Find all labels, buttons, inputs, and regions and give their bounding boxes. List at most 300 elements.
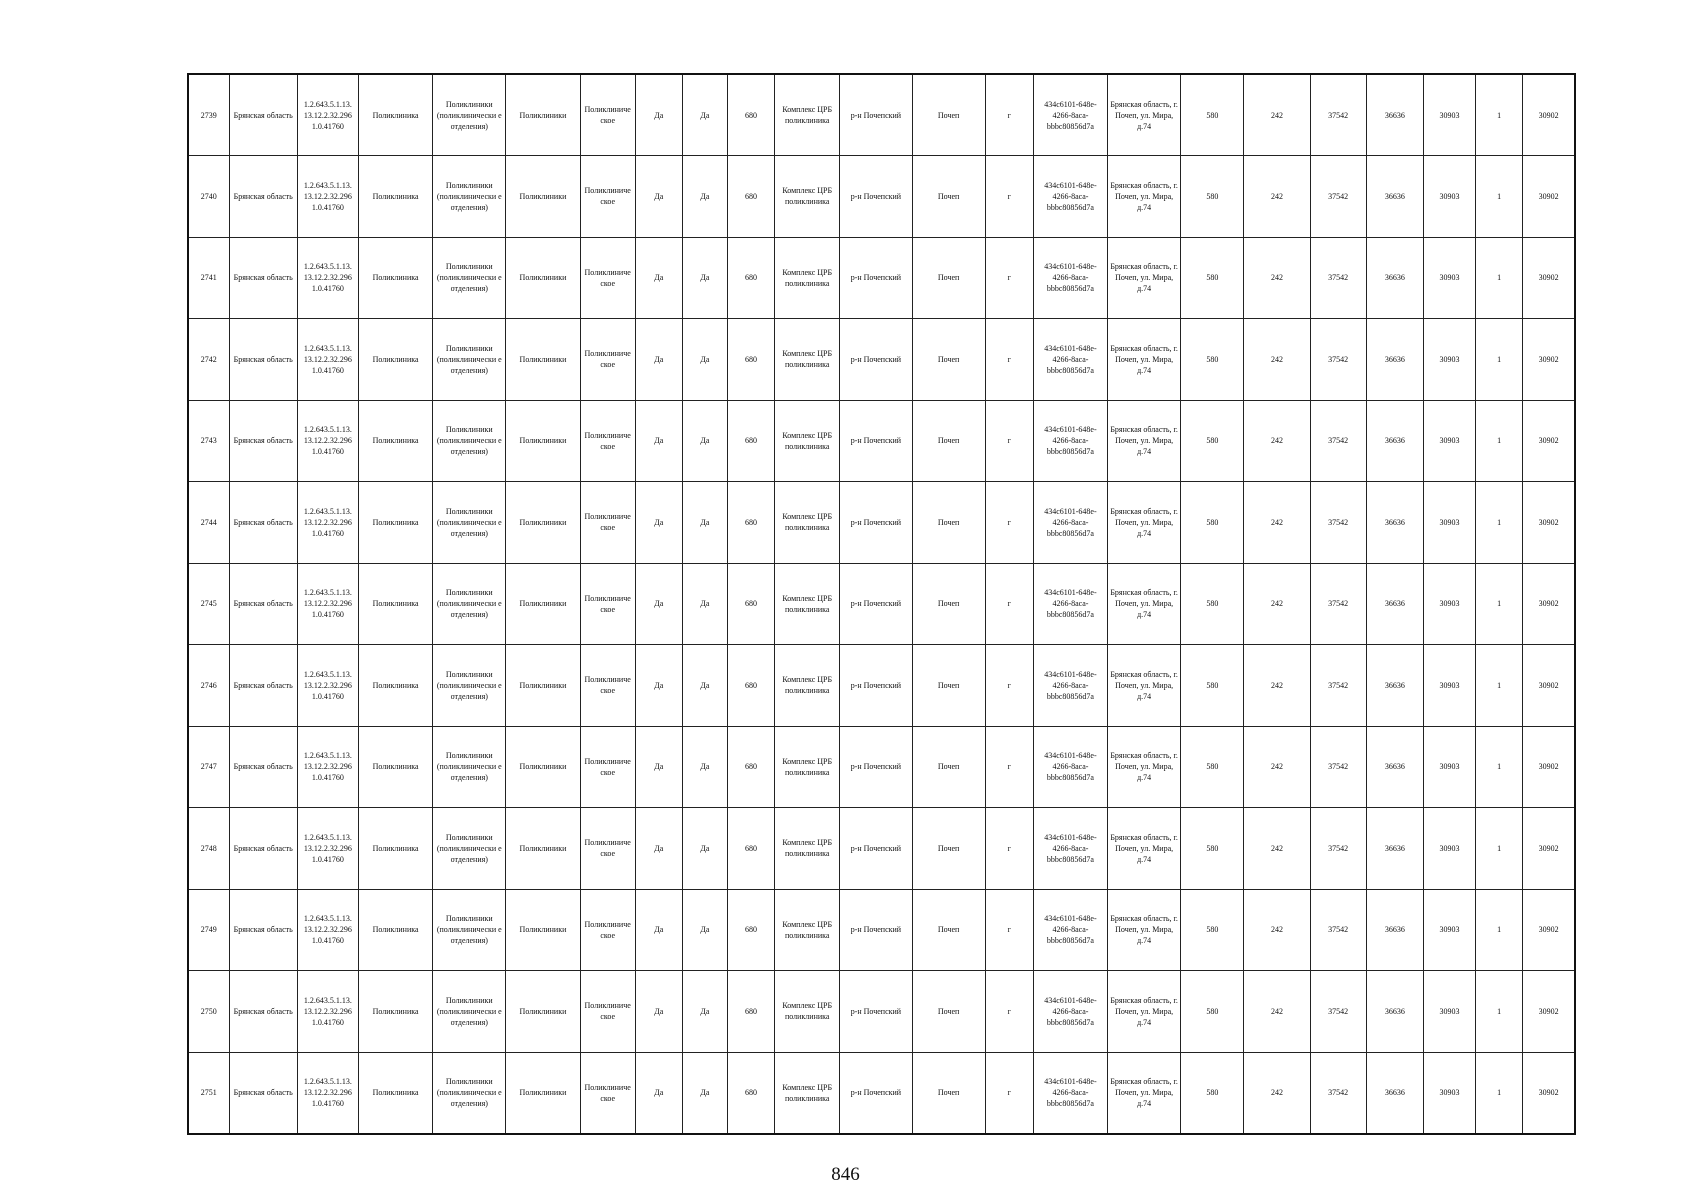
table-cell: Да <box>682 889 727 971</box>
table-cell: 434c6101-648e- 4266-8aca- bbbc80856d7a <box>1033 319 1107 401</box>
table-cell: Поликлиниче ское <box>580 400 635 482</box>
table-cell: 2749 <box>188 889 229 971</box>
table-cell: Поликлиниче ское <box>580 563 635 645</box>
table-cell: 1 <box>1476 726 1523 808</box>
table-cell: 242 <box>1244 1052 1310 1134</box>
table-cell: Поликлиниче ское <box>580 237 635 319</box>
table-cell: Поликлиниче ское <box>580 889 635 971</box>
table-cell: Да <box>635 889 682 971</box>
table-cell: 680 <box>727 563 774 645</box>
table-cell: 580 <box>1181 319 1244 401</box>
table-cell: Да <box>682 645 727 727</box>
table-cell: Поликлиники <box>506 889 580 971</box>
table-cell: Комплекс ЦРБ поликлиника <box>775 645 840 727</box>
table-cell: 30903 <box>1423 808 1475 890</box>
table-cell: 30902 <box>1523 563 1575 645</box>
table-cell: 30902 <box>1523 645 1575 727</box>
table-cell: г <box>985 563 1033 645</box>
table-cell: 1.2.643.5.1.13. 13.12.2.32.296 1.0.41760 <box>297 889 358 971</box>
table-cell: Комплекс ЦРБ поликлиника <box>775 889 840 971</box>
table-cell: 580 <box>1181 726 1244 808</box>
table-cell: 1.2.643.5.1.13. 13.12.2.32.296 1.0.41760 <box>297 808 358 890</box>
table-body <box>188 74 1575 1134</box>
table-cell: Да <box>682 971 727 1053</box>
table-cell: Поликлиники (поликлинически е отделения) <box>433 74 506 156</box>
table-cell: Брянская область <box>229 237 297 319</box>
table-cell: Да <box>682 237 727 319</box>
table-cell: 1 <box>1476 563 1523 645</box>
table-row <box>188 156 1575 238</box>
table-cell: 1 <box>1476 808 1523 890</box>
table-cell: 36636 <box>1366 237 1423 319</box>
table-cell: 1.2.643.5.1.13. 13.12.2.32.296 1.0.41760 <box>297 726 358 808</box>
table-cell: Брянская область, г. Почеп, ул. Мира, д.74 <box>1108 237 1181 319</box>
table-cell: 1 <box>1476 1052 1523 1134</box>
table-cell: Да <box>635 971 682 1053</box>
table-cell: Да <box>682 726 727 808</box>
table-cell: 242 <box>1244 563 1310 645</box>
table-cell: 680 <box>727 237 774 319</box>
table-cell: 680 <box>727 808 774 890</box>
table-cell: Да <box>635 74 682 156</box>
table-cell: Поликлиники <box>506 1052 580 1134</box>
table-cell: Поликлиниче ское <box>580 74 635 156</box>
data-table <box>187 73 1576 1135</box>
table-cell: Поликлиниче ское <box>580 971 635 1053</box>
table-cell: Комплекс ЦРБ поликлиника <box>775 971 840 1053</box>
table-cell: Комплекс ЦРБ поликлиника <box>775 563 840 645</box>
table-cell: 242 <box>1244 889 1310 971</box>
table-cell: Поликлиники (поликлинически е отделения) <box>433 971 506 1053</box>
table-cell: 2748 <box>188 808 229 890</box>
table-cell: 36636 <box>1366 156 1423 238</box>
table-cell: г <box>985 482 1033 564</box>
table-cell: 36636 <box>1366 74 1423 156</box>
table-cell: Поликлиники (поликлинически е отделения) <box>433 808 506 890</box>
table-cell: р-н Почепский <box>840 74 912 156</box>
table-cell: 30902 <box>1523 889 1575 971</box>
table-cell: 680 <box>727 319 774 401</box>
table-cell: Комплекс ЦРБ поликлиника <box>775 237 840 319</box>
table-cell: 242 <box>1244 971 1310 1053</box>
table-cell: 36636 <box>1366 1052 1423 1134</box>
table-cell: 434c6101-648e- 4266-8aca- bbbc80856d7a <box>1033 726 1107 808</box>
table-cell: р-н Почепский <box>840 156 912 238</box>
table-cell: 242 <box>1244 645 1310 727</box>
table-cell: 30903 <box>1423 319 1475 401</box>
table-row <box>188 482 1575 564</box>
table-cell: 1 <box>1476 971 1523 1053</box>
table-cell: Брянская область, г. Почеп, ул. Мира, д.74 <box>1108 156 1181 238</box>
table-cell: 30902 <box>1523 726 1575 808</box>
table-cell: Да <box>682 400 727 482</box>
table-cell: Почеп <box>912 563 985 645</box>
table-cell: 30902 <box>1523 156 1575 238</box>
table-cell: 1 <box>1476 645 1523 727</box>
table-cell: Поликлиники (поликлинически е отделения) <box>433 482 506 564</box>
table-cell: 580 <box>1181 1052 1244 1134</box>
table-cell: 36636 <box>1366 889 1423 971</box>
table-cell: г <box>985 808 1033 890</box>
table-cell: 30903 <box>1423 889 1475 971</box>
table-cell: 1.2.643.5.1.13. 13.12.2.32.296 1.0.41760 <box>297 971 358 1053</box>
table-cell: Брянская область, г. Почеп, ул. Мира, д.74 <box>1108 971 1181 1053</box>
table-cell: Поликлиника <box>358 971 432 1053</box>
table-cell: Да <box>635 156 682 238</box>
table-cell: Почеп <box>912 237 985 319</box>
table-cell: 37542 <box>1310 971 1366 1053</box>
table-cell: Поликлиники <box>506 74 580 156</box>
table-cell: 2742 <box>188 319 229 401</box>
table-cell: 242 <box>1244 74 1310 156</box>
table-cell: 580 <box>1181 889 1244 971</box>
table-cell: 2740 <box>188 156 229 238</box>
table-cell: 30902 <box>1523 971 1575 1053</box>
table-cell: Поликлиники <box>506 971 580 1053</box>
table-cell: 434c6101-648e- 4266-8aca- bbbc80856d7a <box>1033 482 1107 564</box>
table-cell: 30902 <box>1523 74 1575 156</box>
table-cell: Поликлиника <box>358 808 432 890</box>
table-cell: Почеп <box>912 971 985 1053</box>
table-cell: Поликлиника <box>358 563 432 645</box>
table-cell: 580 <box>1181 156 1244 238</box>
table-cell: 434c6101-648e- 4266-8aca- bbbc80856d7a <box>1033 74 1107 156</box>
table-cell: 1.2.643.5.1.13. 13.12.2.32.296 1.0.41760 <box>297 156 358 238</box>
table-row <box>188 400 1575 482</box>
table-cell: 30903 <box>1423 156 1475 238</box>
table-cell: 434c6101-648e- 4266-8aca- bbbc80856d7a <box>1033 971 1107 1053</box>
table-cell: Да <box>635 808 682 890</box>
table-cell: Почеп <box>912 1052 985 1134</box>
table-cell: 580 <box>1181 400 1244 482</box>
table-cell: г <box>985 971 1033 1053</box>
table-cell: 37542 <box>1310 726 1366 808</box>
table-cell: 36636 <box>1366 808 1423 890</box>
table-cell: 580 <box>1181 645 1244 727</box>
table-cell: Поликлиника <box>358 726 432 808</box>
table-cell: 242 <box>1244 482 1310 564</box>
table-cell: Поликлиниче ское <box>580 726 635 808</box>
table-cell: 30903 <box>1423 74 1475 156</box>
table-cell: р-н Почепский <box>840 1052 912 1134</box>
table-cell: 434c6101-648e- 4266-8aca- bbbc80856d7a <box>1033 645 1107 727</box>
table-cell: Почеп <box>912 889 985 971</box>
table-cell: Брянская область, г. Почеп, ул. Мира, д.74 <box>1108 808 1181 890</box>
table-cell: 30903 <box>1423 645 1475 727</box>
table-cell: 37542 <box>1310 237 1366 319</box>
table-cell: 1 <box>1476 237 1523 319</box>
table-cell: Брянская область, г. Почеп, ул. Мира, д.74 <box>1108 400 1181 482</box>
table-cell: 242 <box>1244 400 1310 482</box>
table-cell: Поликлиники <box>506 808 580 890</box>
table-row <box>188 237 1575 319</box>
table-cell: Брянская область <box>229 563 297 645</box>
table-cell: г <box>985 400 1033 482</box>
table-cell: Комплекс ЦРБ поликлиника <box>775 156 840 238</box>
table-cell: Поликлиника <box>358 74 432 156</box>
table-cell: Комплекс ЦРБ поликлиника <box>775 808 840 890</box>
table-cell: р-н Почепский <box>840 400 912 482</box>
table-cell: Да <box>682 156 727 238</box>
table-cell: 37542 <box>1310 808 1366 890</box>
table-cell: 30903 <box>1423 237 1475 319</box>
table-cell: Поликлиники (поликлинически е отделения) <box>433 726 506 808</box>
table-cell: Да <box>635 563 682 645</box>
table-cell: Почеп <box>912 808 985 890</box>
table-cell: Да <box>682 319 727 401</box>
table-cell: Поликлиники (поликлинически е отделения) <box>433 400 506 482</box>
table-cell: 37542 <box>1310 563 1366 645</box>
table-row <box>188 971 1575 1053</box>
table-cell: р-н Почепский <box>840 563 912 645</box>
table-cell: Да <box>635 319 682 401</box>
table-cell: 30903 <box>1423 971 1475 1053</box>
table-cell: 680 <box>727 156 774 238</box>
table-row <box>188 889 1575 971</box>
table-cell: 580 <box>1181 808 1244 890</box>
table-cell: Почеп <box>912 645 985 727</box>
table-cell: 1.2.643.5.1.13. 13.12.2.32.296 1.0.41760 <box>297 74 358 156</box>
table-cell: Комплекс ЦРБ поликлиника <box>775 482 840 564</box>
table-cell: 36636 <box>1366 400 1423 482</box>
table-cell: 2745 <box>188 563 229 645</box>
table-cell: Поликлиника <box>358 319 432 401</box>
table-cell: Брянская область, г. Почеп, ул. Мира, д.74 <box>1108 319 1181 401</box>
table-cell: Брянская область, г. Почеп, ул. Мира, д.74 <box>1108 645 1181 727</box>
table-cell: г <box>985 237 1033 319</box>
table-cell: Брянская область <box>229 400 297 482</box>
table-cell: 1 <box>1476 889 1523 971</box>
table-cell: р-н Почепский <box>840 319 912 401</box>
table-cell: Да <box>635 400 682 482</box>
table-cell: 30902 <box>1523 808 1575 890</box>
table-cell: Поликлиники <box>506 563 580 645</box>
table-cell: 680 <box>727 889 774 971</box>
table-cell: р-н Почепский <box>840 645 912 727</box>
table-cell: Поликлиниче ское <box>580 1052 635 1134</box>
table-cell: 37542 <box>1310 74 1366 156</box>
table-cell: 36636 <box>1366 563 1423 645</box>
table-cell: 242 <box>1244 319 1310 401</box>
table-cell: р-н Почепский <box>840 482 912 564</box>
table-cell: 242 <box>1244 808 1310 890</box>
table-cell: 242 <box>1244 156 1310 238</box>
table-cell: 1 <box>1476 156 1523 238</box>
table-cell: Да <box>682 74 727 156</box>
table-cell: Поликлиники <box>506 319 580 401</box>
table-cell: 1.2.643.5.1.13. 13.12.2.32.296 1.0.41760 <box>297 1052 358 1134</box>
table-cell: Комплекс ЦРБ поликлиника <box>775 726 840 808</box>
table-cell: Почеп <box>912 74 985 156</box>
table-row <box>188 645 1575 727</box>
table-cell: 2746 <box>188 645 229 727</box>
table-cell: Да <box>635 482 682 564</box>
table-cell: Поликлиника <box>358 156 432 238</box>
table-cell: 37542 <box>1310 400 1366 482</box>
table-row <box>188 808 1575 890</box>
table-cell: 580 <box>1181 237 1244 319</box>
table-cell: Брянская область <box>229 889 297 971</box>
table-cell: 580 <box>1181 482 1244 564</box>
table-cell: 30902 <box>1523 319 1575 401</box>
table-cell: 2750 <box>188 971 229 1053</box>
table-cell: 30903 <box>1423 726 1475 808</box>
table-cell: г <box>985 726 1033 808</box>
table-cell: Поликлиниче ское <box>580 808 635 890</box>
table-cell: Да <box>682 1052 727 1134</box>
table-cell: 37542 <box>1310 645 1366 727</box>
table-cell: 434c6101-648e- 4266-8aca- bbbc80856d7a <box>1033 889 1107 971</box>
table-row <box>188 319 1575 401</box>
table-cell: Поликлиники <box>506 645 580 727</box>
table-cell: 1 <box>1476 319 1523 401</box>
table-cell: р-н Почепский <box>840 237 912 319</box>
table-cell: 30903 <box>1423 1052 1475 1134</box>
table-cell: Поликлиники (поликлинически е отделения) <box>433 1052 506 1134</box>
table-cell: 30903 <box>1423 400 1475 482</box>
table-cell: Почеп <box>912 156 985 238</box>
table-cell: Поликлиника <box>358 237 432 319</box>
table-cell: Брянская область, г. Почеп, ул. Мира, д.74 <box>1108 563 1181 645</box>
table-cell: 37542 <box>1310 156 1366 238</box>
table-cell: Поликлиника <box>358 482 432 564</box>
table-cell: 680 <box>727 726 774 808</box>
table-cell: 36636 <box>1366 645 1423 727</box>
table-cell: г <box>985 889 1033 971</box>
table-cell: 1.2.643.5.1.13. 13.12.2.32.296 1.0.41760 <box>297 645 358 727</box>
table-cell: Брянская область, г. Почеп, ул. Мира, д.74 <box>1108 482 1181 564</box>
table-cell: 242 <box>1244 237 1310 319</box>
table-row <box>188 1052 1575 1134</box>
table-cell: Брянская область <box>229 645 297 727</box>
table-cell: Почеп <box>912 400 985 482</box>
table-cell: Брянская область, г. Почеп, ул. Мира, д.74 <box>1108 74 1181 156</box>
table-cell: Да <box>635 237 682 319</box>
table-cell: 36636 <box>1366 971 1423 1053</box>
table-cell: Брянская область <box>229 971 297 1053</box>
table-cell: 2744 <box>188 482 229 564</box>
table-cell: Поликлиники <box>506 237 580 319</box>
table-cell: 1.2.643.5.1.13. 13.12.2.32.296 1.0.41760 <box>297 400 358 482</box>
table-cell: Поликлиники <box>506 726 580 808</box>
table-cell: 680 <box>727 1052 774 1134</box>
table-cell: Брянская область <box>229 482 297 564</box>
table-cell: Брянская область, г. Почеп, ул. Мира, д.74 <box>1108 726 1181 808</box>
table-cell: Поликлиника <box>358 889 432 971</box>
table-cell: 36636 <box>1366 482 1423 564</box>
table-cell: 242 <box>1244 726 1310 808</box>
table-cell: 434c6101-648e- 4266-8aca- bbbc80856d7a <box>1033 400 1107 482</box>
table-cell: 1.2.643.5.1.13. 13.12.2.32.296 1.0.41760 <box>297 482 358 564</box>
table-cell: р-н Почепский <box>840 971 912 1053</box>
table-cell: Брянская область <box>229 1052 297 1134</box>
table-row <box>188 563 1575 645</box>
table-cell: 580 <box>1181 563 1244 645</box>
table-cell: Почеп <box>912 726 985 808</box>
table-cell: 680 <box>727 482 774 564</box>
table-cell: Да <box>682 808 727 890</box>
table-cell: Комплекс ЦРБ поликлиника <box>775 1052 840 1134</box>
table-cell: Да <box>635 1052 682 1134</box>
table-cell: Поликлиниче ское <box>580 482 635 564</box>
table-cell: Да <box>635 645 682 727</box>
table-cell: 580 <box>1181 971 1244 1053</box>
table-cell: Поликлиниче ское <box>580 645 635 727</box>
table-cell: Да <box>682 563 727 645</box>
table-cell: 2739 <box>188 74 229 156</box>
table-cell: Брянская область, г. Почеп, ул. Мира, д.74 <box>1108 889 1181 971</box>
table-cell: Поликлиники (поликлинически е отделения) <box>433 889 506 971</box>
table-cell: 1 <box>1476 74 1523 156</box>
table-cell: Поликлиники (поликлинически е отделения) <box>433 156 506 238</box>
table-cell: 680 <box>727 74 774 156</box>
table-cell: Поликлиника <box>358 645 432 727</box>
table-cell: р-н Почепский <box>840 726 912 808</box>
table-cell: 37542 <box>1310 319 1366 401</box>
table-cell: Комплекс ЦРБ поликлиника <box>775 74 840 156</box>
table-cell: Комплекс ЦРБ поликлиника <box>775 400 840 482</box>
table-cell: 30903 <box>1423 482 1475 564</box>
table-cell: 1.2.643.5.1.13. 13.12.2.32.296 1.0.41760 <box>297 563 358 645</box>
table-cell: 680 <box>727 645 774 727</box>
table-cell: Поликлиники (поликлинически е отделения) <box>433 237 506 319</box>
table-cell: Поликлиника <box>358 400 432 482</box>
table-cell: 434c6101-648e- 4266-8aca- bbbc80856d7a <box>1033 563 1107 645</box>
table-cell: Почеп <box>912 319 985 401</box>
table-cell: 1.2.643.5.1.13. 13.12.2.32.296 1.0.41760 <box>297 319 358 401</box>
table-cell: 2751 <box>188 1052 229 1134</box>
table-cell: 30902 <box>1523 237 1575 319</box>
table-cell: 680 <box>727 400 774 482</box>
table-cell: 680 <box>727 971 774 1053</box>
table-cell: 2741 <box>188 237 229 319</box>
table-cell: 36636 <box>1366 726 1423 808</box>
table-cell: г <box>985 74 1033 156</box>
table-cell: Поликлиники (поликлинически е отделения) <box>433 319 506 401</box>
table-cell: 37542 <box>1310 1052 1366 1134</box>
table-cell: г <box>985 156 1033 238</box>
table-cell: Поликлиники <box>506 482 580 564</box>
table-cell: 434c6101-648e- 4266-8aca- bbbc80856d7a <box>1033 808 1107 890</box>
table-cell: Поликлиниче ское <box>580 156 635 238</box>
table-cell: Брянская область <box>229 808 297 890</box>
table-cell: 30902 <box>1523 400 1575 482</box>
table-cell: Поликлиниче ское <box>580 319 635 401</box>
table-cell: Да <box>635 726 682 808</box>
table-cell: Комплекс ЦРБ поликлиника <box>775 319 840 401</box>
page-number: 846 <box>831 1164 860 1185</box>
document-page <box>187 73 1576 1135</box>
table-cell: Да <box>682 482 727 564</box>
table-cell: Брянская область <box>229 726 297 808</box>
table-cell: 30902 <box>1523 1052 1575 1134</box>
table-cell: 36636 <box>1366 319 1423 401</box>
table-row <box>188 726 1575 808</box>
table-cell: Брянская область <box>229 74 297 156</box>
table-cell: г <box>985 1052 1033 1134</box>
table-cell: Поликлиники <box>506 400 580 482</box>
table-cell: 2747 <box>188 726 229 808</box>
table-cell: 2743 <box>188 400 229 482</box>
table-cell: г <box>985 319 1033 401</box>
table-cell: 1 <box>1476 482 1523 564</box>
table-cell: 30903 <box>1423 563 1475 645</box>
table-cell: Брянская область, г. Почеп, ул. Мира, д.74 <box>1108 1052 1181 1134</box>
table-cell: Поликлиники <box>506 156 580 238</box>
table-cell: г <box>985 645 1033 727</box>
table-cell: 580 <box>1181 74 1244 156</box>
table-cell: Поликлиники (поликлинически е отделения) <box>433 645 506 727</box>
